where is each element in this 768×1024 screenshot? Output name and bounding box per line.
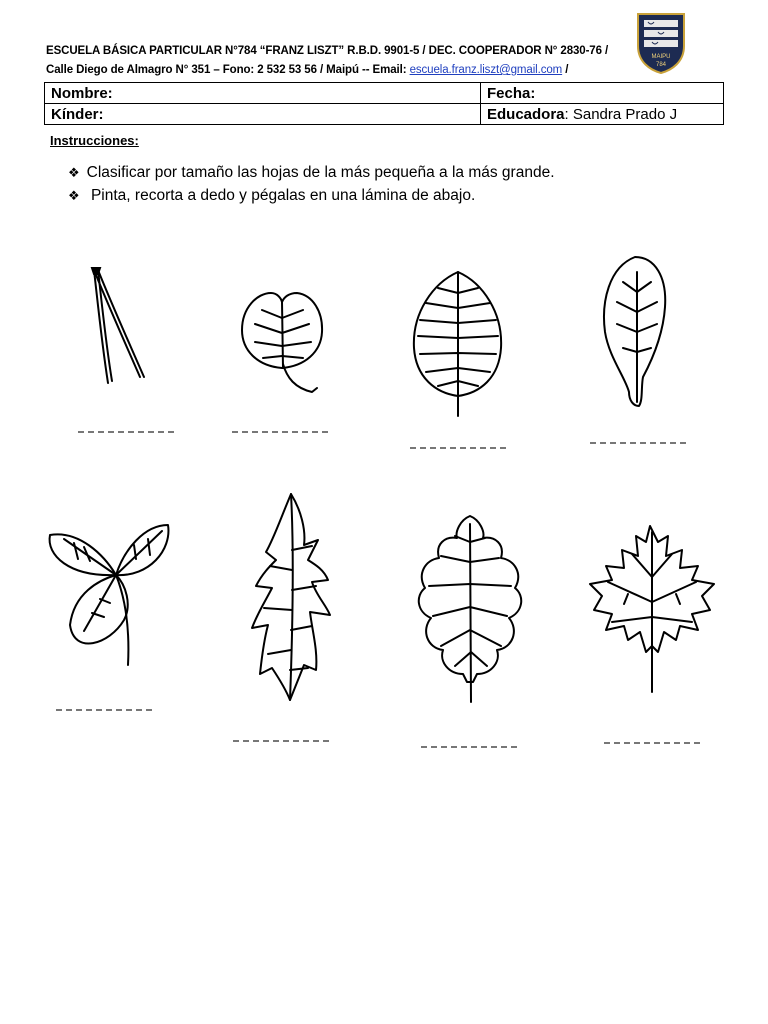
- answer-line[interactable]: [78, 431, 174, 433]
- fecha-label: Fecha:: [487, 84, 536, 102]
- instruction-item: [68, 164, 555, 182]
- email-link[interactable]: escuela.franz.liszt@gmail.com: [409, 64, 563, 76]
- kinder-label: Kínder:: [51, 105, 104, 123]
- pine-needle-leaf-icon: [80, 265, 150, 390]
- educadora-field: [481, 104, 724, 125]
- nombre-field[interactable]: [45, 83, 481, 104]
- maple-leaf-icon: [588, 522, 718, 700]
- school-header-line1: ESCUELA BÁSICA PARTICULAR N°784 “FRANZ LISZT” R.B.D. 9901-5 / DEC. COOPERADOR N° 2830-76 /: [46, 45, 609, 57]
- educadora-value: : Sandra Prado J: [564, 105, 678, 123]
- answer-line[interactable]: [590, 442, 686, 444]
- address-text: Calle Diego de Almagro N° 351 – Fono: 2 532 53 56 / Maipú -- Email:: [46, 64, 410, 76]
- answer-line[interactable]: [232, 431, 328, 433]
- crest-text: MAIPU: [651, 54, 671, 60]
- answer-line[interactable]: [233, 740, 329, 742]
- instruction-item: [68, 187, 475, 205]
- oak-leaf-icon: [415, 512, 525, 707]
- educadora-label: Educadora: [487, 105, 565, 123]
- school-header-line2: Calle Diego de Almagro N° 351 – Fono: 2 532 53 56 / Maipú -- Email: escuela.franz.liszt@gmail.com /: [46, 64, 569, 76]
- diamond-bullet-icon: ❖: [68, 188, 80, 203]
- answer-line[interactable]: [421, 746, 517, 748]
- fecha-field[interactable]: [481, 83, 724, 104]
- answer-line[interactable]: [56, 709, 152, 711]
- nombre-label: Nombre:: [51, 84, 113, 102]
- answer-line[interactable]: [410, 447, 506, 449]
- answer-line[interactable]: [604, 742, 700, 744]
- instruction-text: Clasificar por tamaño las hojas de la más pequeña a la más grande.: [86, 164, 555, 181]
- student-info-table: [44, 82, 724, 125]
- instruction-text: Pinta, recorta a dedo y pégalas en una lámina de abajo.: [90, 187, 476, 204]
- spinach-leaf-icon: [595, 252, 675, 410]
- clover-leaf-icon: [44, 515, 174, 670]
- oval-leaf-icon: [408, 268, 508, 418]
- crest-number: 784: [655, 62, 667, 68]
- diamond-bullet-icon: ❖: [68, 165, 80, 180]
- kinder-field[interactable]: [45, 104, 481, 125]
- instructions-title: Instrucciones:: [50, 133, 139, 148]
- school-crest-icon: [632, 10, 690, 74]
- round-leaf-icon: [237, 288, 327, 400]
- dandelion-leaf-icon: [246, 490, 336, 705]
